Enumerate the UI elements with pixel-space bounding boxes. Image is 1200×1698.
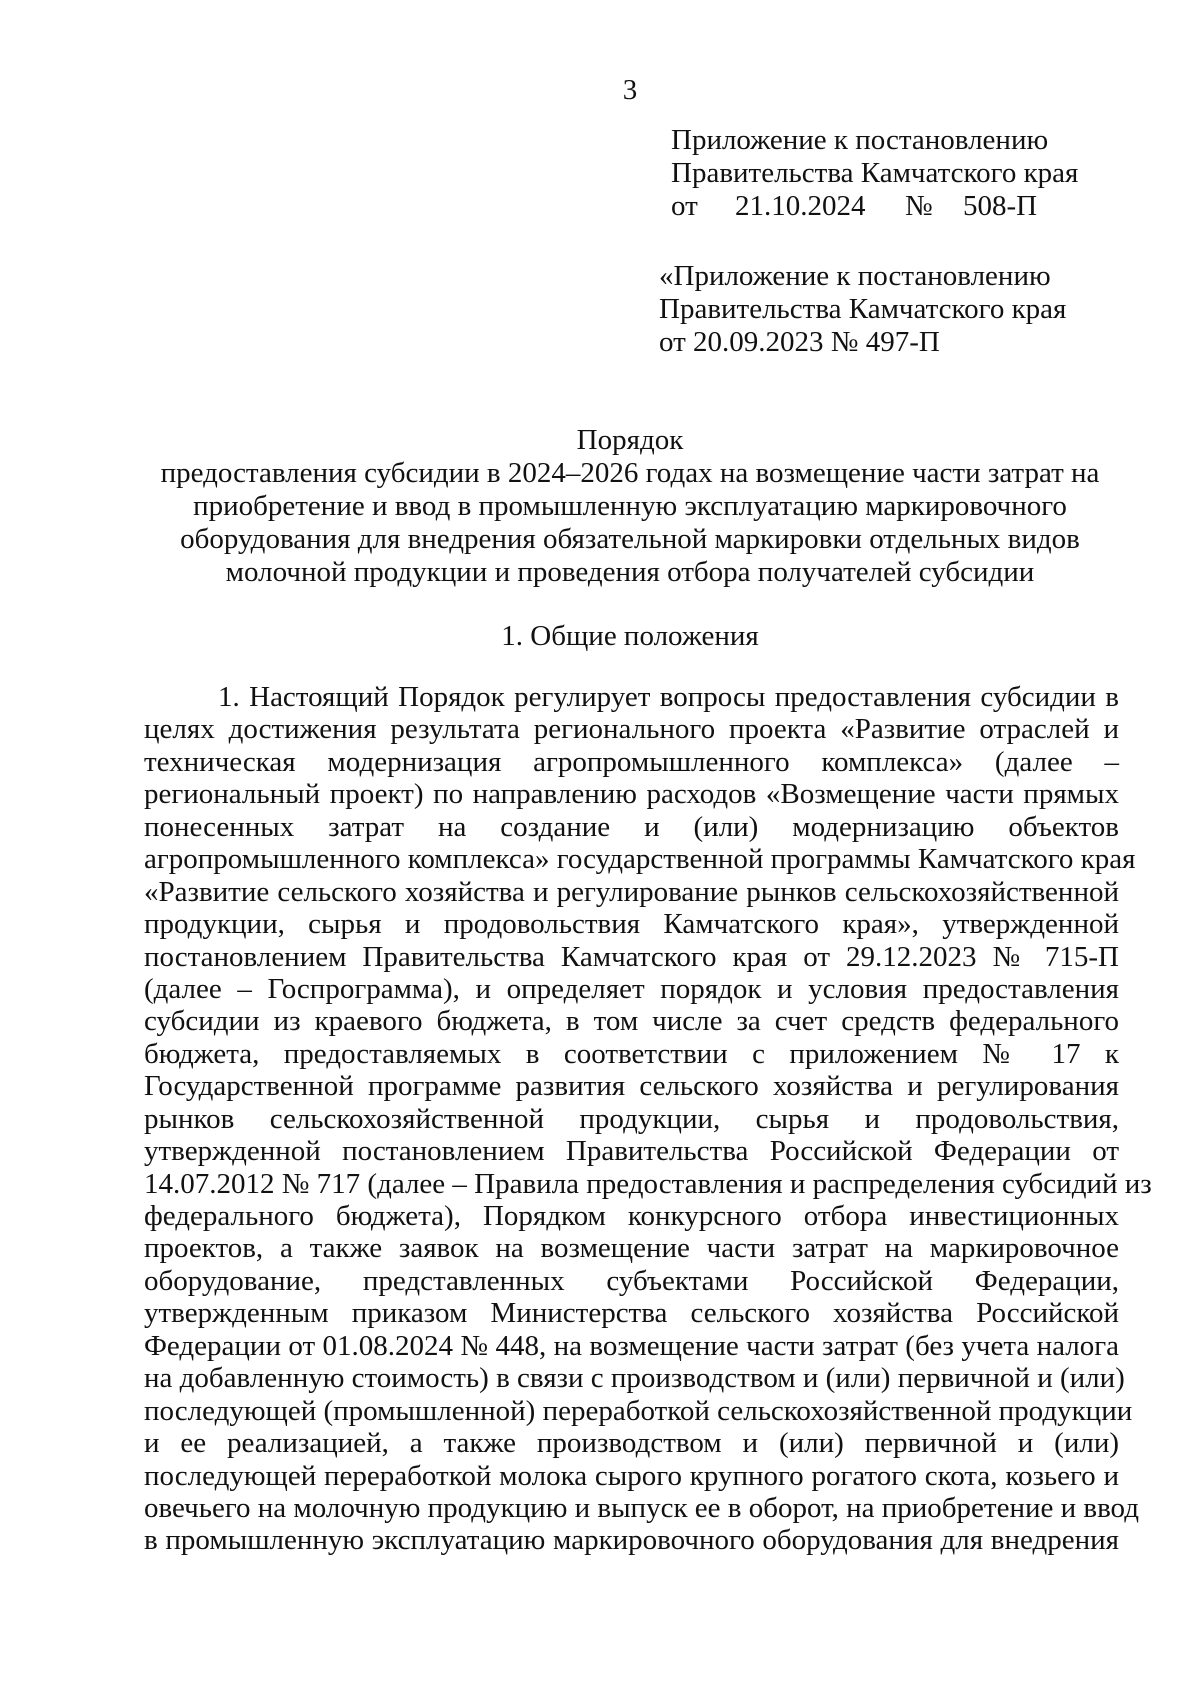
resolution-date: 21.10.2024 — [735, 190, 866, 222]
paragraph-line: агропромышленного комплекса» государственной программы Камчатского края — [144, 843, 1136, 876]
title-line: предоставления субсидии в 2024–2026 годах на возмещение части затрат на — [160, 457, 1100, 489]
paragraph-line: «Развитие сельского хозяйства и регулирование рынков сельскохозяйственной — [144, 875, 1119, 908]
paragraph-line: (далее – Госпрограмма), и определяет порядок и условия предоставления — [144, 972, 1119, 1005]
paragraph-line: и ее реализацией, а также производством и (или) первичной и (или) — [144, 1427, 1119, 1460]
paragraph-line: региональный проект) по направлению расходов «Возмещение части прямых — [144, 778, 1119, 811]
paragraph-line: последующей переработкой молока сырого крупного рогатого скота, козьего и — [144, 1459, 1119, 1492]
title-line: приобретение и ввод в промышленную эксплуатацию маркировочного — [193, 490, 1067, 522]
appendix-line: от 20.09.2023 № 497-П — [659, 326, 940, 358]
appendix-header-original — [659, 260, 1066, 359]
appendix-line: «Приложение к постановлению — [659, 260, 1051, 292]
title-line: оборудования для внедрения обязательной маркировки отдельных видов — [180, 523, 1080, 555]
title-line: молочной продукции и проведения отбора получателей субсидии — [225, 556, 1035, 588]
paragraph-line: субсидии из краевого бюджета, в том числе за счет средств федерального — [144, 1005, 1119, 1038]
paragraph-line: проектов, а также заявок на возмещение части затрат на маркировочное — [144, 1232, 1119, 1265]
number-sign: № — [905, 190, 933, 222]
appendix-header-current — [671, 124, 1078, 223]
appendix-line: Правительства Камчатского края — [659, 293, 1067, 325]
appendix-date-line — [671, 190, 1078, 223]
paragraph-line: 1. Настоящий Порядок регулирует вопросы предоставления субсидии в — [218, 681, 1119, 713]
paragraph-line: целях достижения результата регионального проекта «Развитие отраслей и — [144, 713, 1119, 746]
paragraph-line: Государственной программе развития сельского хозяйства и регулирования — [144, 1070, 1119, 1103]
paragraph-line: постановлением Правительства Камчатского края от 29.12.2023 № 715-П — [144, 940, 1119, 973]
paragraph-line: понесенных затрат на создание и (или) модернизацию объектов — [144, 810, 1119, 843]
paragraph-1 — [144, 681, 1152, 1557]
paragraph-line: утвержденной постановлением Правительства Российской Федерации от — [144, 1135, 1119, 1168]
paragraph-line: продукции, сырья и продовольствия Камчатского края», утвержденной — [144, 908, 1119, 941]
paragraph-line: бюджета, предоставляемых в соответствии с приложением № 17 к — [144, 1037, 1119, 1070]
paragraph-line: Федерации от 01.08.2024 № 448, на возмещение части затрат (без учета налога — [144, 1329, 1119, 1362]
paragraph-line: последующей (промышленной) переработкой сельскохозяйственной продукции — [144, 1394, 1133, 1427]
section-heading: 1. Общие положения — [501, 620, 759, 652]
date-prefix: от — [671, 190, 698, 222]
resolution-number: 508-П — [963, 190, 1038, 222]
paragraph-line: 14.07.2012 № 717 (далее – Правила предоставления и распределения субсидий из — [144, 1167, 1152, 1200]
paragraph-line: федерального бюджета), Порядком конкурсного отбора инвестиционных — [144, 1200, 1119, 1232]
paragraph-line: рынков сельскохозяйственной продукции, сырья и продовольствия, — [144, 1102, 1119, 1135]
page-number: 3 — [622, 74, 638, 106]
paragraph-line: оборудование, представленных субъектами Российской Федерации, — [144, 1264, 1119, 1297]
paragraph-line: на добавленную стоимость) в связи с производством и (или) первичной и (или) — [144, 1362, 1125, 1395]
paragraph-line: в промышленную эксплуатацию маркировочного оборудования для внедрения — [144, 1524, 1119, 1557]
appendix-line: Приложение к постановлению — [671, 124, 1049, 156]
paragraph-line: утвержденным приказом Министерства сельского хозяйства Российской — [144, 1297, 1119, 1330]
paragraph-line: овечьего на молочную продукцию и выпуск ее в оборот, на приобретение и ввод — [144, 1491, 1139, 1524]
title-line: Порядок — [576, 424, 684, 456]
document-title — [140, 424, 1120, 589]
paragraph-line: техническая модернизация агропромышленного комплекса» (далее – — [144, 745, 1119, 778]
appendix-line: Правительства Камчатского края — [671, 157, 1079, 189]
